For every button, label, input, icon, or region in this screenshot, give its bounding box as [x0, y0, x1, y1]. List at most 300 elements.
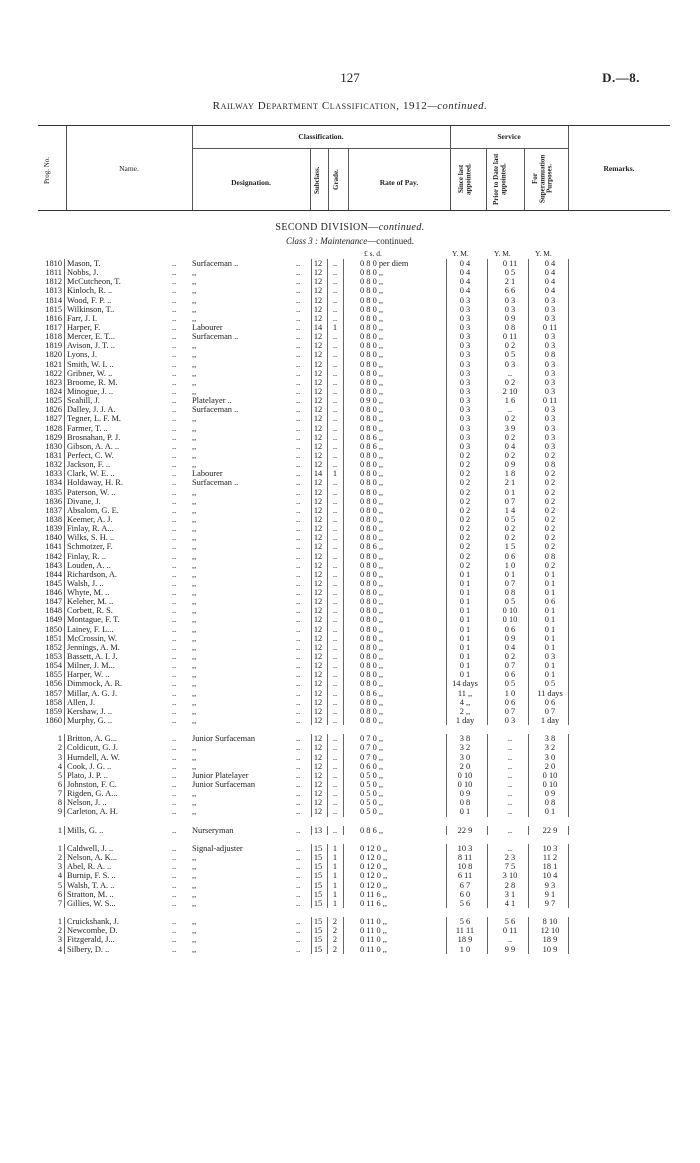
- row-prog-no: 1839: [45, 524, 62, 534]
- column-rule: [64, 743, 65, 752]
- row-leader: ..: [296, 341, 301, 351]
- row-prog-no: 1: [57, 844, 62, 853]
- column-rule: [487, 350, 488, 359]
- column-rule: [487, 286, 488, 295]
- column-rule: [487, 369, 488, 378]
- row-prog-no: 3: [57, 862, 62, 872]
- row-leader: ..: [296, 871, 301, 881]
- row-since-last: 2 ,,: [459, 706, 471, 716]
- column-rule: [64, 506, 65, 515]
- row-subclass: 12: [313, 807, 323, 817]
- row-leader: ..: [172, 615, 177, 625]
- row-grade: ..: [332, 460, 338, 470]
- row-superannuation: 0 1: [544, 624, 556, 634]
- row-designation: ,,: [192, 670, 197, 680]
- row-name: Britton, A. G...: [67, 734, 118, 744]
- column-rule: [343, 424, 344, 433]
- row-since-last: 0 10: [457, 770, 473, 780]
- row-superannuation: 3 8: [544, 734, 556, 744]
- row-prog-no: 1850: [45, 624, 62, 634]
- row-prog-no: 1852: [45, 642, 62, 652]
- row-since-last: 0 1: [459, 652, 471, 662]
- row-name: Fitzgerald, J...: [67, 935, 115, 945]
- column-rule: [343, 679, 344, 688]
- row-since-last: 18 9: [457, 935, 473, 945]
- column-rule: [343, 396, 344, 405]
- row-prior: 0 3: [504, 716, 516, 726]
- row-superannuation: 0 3: [544, 441, 556, 451]
- row-superannuation: 10 4: [542, 871, 558, 881]
- table-row: [0, 305, 700, 314]
- row-prior: 0 6: [504, 670, 516, 680]
- row-superannuation: 0 2: [544, 487, 556, 497]
- column-rule: [343, 743, 344, 752]
- row-prior: 2 8: [504, 880, 516, 890]
- row-name: Broome, R. M.: [67, 377, 118, 387]
- column-rule: [64, 442, 65, 451]
- column-rule: [343, 506, 344, 515]
- row-since-last: 0 3: [459, 386, 471, 396]
- table-row: [0, 506, 700, 515]
- column-rule: [343, 734, 344, 743]
- row-prog-no: 1821: [45, 359, 62, 369]
- row-prior: 0 8: [504, 588, 516, 598]
- column-rule: [64, 871, 65, 880]
- row-rate: 0 11 0 ,,: [360, 935, 387, 945]
- table-row: [0, 881, 700, 890]
- row-prior: ..: [507, 405, 513, 415]
- row-prior: ..: [507, 368, 513, 378]
- row-subclass: 15: [313, 862, 323, 872]
- table-row: [0, 707, 700, 716]
- row-rate: 0 8 0 ,,: [360, 350, 384, 360]
- row-designation: ,,: [192, 368, 197, 378]
- row-leader: ..: [296, 432, 301, 442]
- row-leader: ..: [296, 332, 301, 342]
- table-row: [0, 314, 700, 323]
- row-prior: 3 1: [504, 889, 516, 899]
- row-prog-no: 1840: [45, 533, 62, 543]
- row-subclass: 12: [313, 304, 323, 314]
- row-designation: ,,: [192, 414, 197, 424]
- column-rule: [64, 579, 65, 588]
- row-prog-no: 1822: [45, 368, 62, 378]
- row-grade: ..: [332, 670, 338, 680]
- row-rate: 0 12 0 ,,: [360, 880, 388, 890]
- row-rate: 0 8 0 ,,: [360, 588, 384, 598]
- row-grade: ..: [332, 542, 338, 552]
- column-rule: [64, 899, 65, 908]
- row-since-last: 3 2: [459, 743, 471, 753]
- row-prior: 0 3: [504, 359, 516, 369]
- row-subclass: 12: [313, 743, 323, 753]
- row-leader: ..: [296, 423, 301, 433]
- row-superannuation: 0 4: [544, 268, 556, 278]
- column-rule: [343, 497, 344, 506]
- row-leader: ..: [172, 286, 177, 296]
- row-prior: 0 3: [504, 304, 516, 314]
- row-grade: ..: [332, 697, 338, 707]
- row-rate: 0 8 0 ,,: [360, 450, 384, 460]
- row-subclass: 12: [313, 341, 323, 351]
- row-prior: 0 7: [504, 706, 516, 716]
- table-row: [0, 524, 700, 533]
- row-subclass: 12: [313, 505, 323, 515]
- row-leader: ..: [172, 770, 177, 780]
- row-prior: 0 11: [502, 926, 518, 936]
- column-rule: [343, 661, 344, 670]
- row-since-last: 0 1: [459, 642, 471, 652]
- row-since-last: 0 4: [459, 286, 471, 296]
- row-leader: ..: [296, 286, 301, 296]
- row-prior: ..: [507, 752, 513, 762]
- row-prior: 0 2: [504, 450, 516, 460]
- table-row: [0, 798, 700, 807]
- row-since-last: 0 3: [459, 414, 471, 424]
- row-leader: ..: [172, 862, 177, 872]
- row-prog-no: 3: [57, 752, 62, 762]
- row-rate: 0 8 0 ,,: [360, 478, 384, 488]
- row-grade: ..: [332, 560, 338, 570]
- row-subclass: 12: [313, 761, 323, 771]
- row-grade: ..: [332, 825, 338, 835]
- row-subclass: 13: [313, 825, 323, 835]
- column-rule: [343, 414, 344, 423]
- row-designation: ,,: [192, 304, 197, 314]
- column-rule: [343, 652, 344, 661]
- row-since-last: 0 3: [459, 432, 471, 442]
- row-prior: 0 9: [504, 313, 516, 323]
- row-designation: ,,: [192, 935, 197, 945]
- row-prior: 1 5: [504, 542, 516, 552]
- column-rule: [343, 862, 344, 871]
- row-name: Scahill, J.: [67, 396, 100, 406]
- row-leader: ..: [296, 862, 301, 872]
- row-leader: ..: [296, 377, 301, 387]
- row-superannuation: 0 8: [544, 798, 556, 808]
- row-grade: ..: [332, 295, 338, 305]
- column-rule: [487, 643, 488, 652]
- row-superannuation: 10 9: [542, 944, 558, 954]
- row-prior: 0 7: [504, 578, 516, 588]
- table-row: [0, 935, 700, 944]
- column-rule: [64, 369, 65, 378]
- row-name: Hurndell, A. W.: [67, 752, 120, 762]
- column-rule: [487, 625, 488, 634]
- table-row: [0, 433, 700, 442]
- row-rate: 0 8 0 ,,: [360, 524, 384, 534]
- row-rate: 0 8 6 ,,: [360, 688, 384, 698]
- row-prior: 0 5: [504, 679, 516, 689]
- column-rule: [343, 433, 344, 442]
- table-row: [0, 414, 700, 423]
- row-subclass: 15: [313, 889, 323, 899]
- row-leader: ..: [296, 597, 301, 607]
- page-number: 127: [340, 70, 360, 85]
- row-leader: ..: [296, 386, 301, 396]
- row-name: Dalley, J. J. A.: [67, 405, 116, 415]
- row-rate: 0 8 0 ,,: [360, 322, 384, 332]
- row-leader: ..: [296, 652, 301, 662]
- row-leader: ..: [172, 460, 177, 470]
- row-rate: 0 8 0 ,,: [360, 341, 384, 351]
- row-prior: 4 1: [504, 898, 516, 908]
- row-subclass: 12: [313, 716, 323, 726]
- row-leader: ..: [296, 853, 301, 863]
- row-since-last: 10 3: [457, 844, 473, 853]
- row-leader: ..: [296, 405, 301, 415]
- column-rule: [343, 881, 344, 890]
- row-superannuation: 0 4: [544, 259, 556, 268]
- column-rule: [487, 378, 488, 387]
- row-leader: ..: [172, 670, 177, 680]
- row-grade: ..: [332, 377, 338, 387]
- row-superannuation: 0 3: [544, 313, 556, 323]
- row-superannuation: 0 2: [544, 469, 556, 479]
- row-designation: ,,: [192, 716, 197, 726]
- row-leader: ..: [172, 304, 177, 314]
- column-rule: [487, 881, 488, 890]
- row-leader: ..: [172, 524, 177, 534]
- row-leader: ..: [296, 670, 301, 680]
- row-superannuation: 2 0: [544, 761, 556, 771]
- row-name: Lyons, J.: [67, 350, 98, 360]
- row-leader: ..: [172, 706, 177, 716]
- column-rule: [64, 570, 65, 579]
- column-rule: [487, 488, 488, 497]
- row-prior: ..: [507, 807, 513, 817]
- row-leader: ..: [172, 268, 177, 278]
- row-superannuation: 0 3: [544, 377, 556, 387]
- row-leader: ..: [172, 880, 177, 890]
- row-leader: ..: [172, 898, 177, 908]
- column-rule: [343, 597, 344, 606]
- row-rate: 0 8 0 ,,: [360, 560, 384, 570]
- row-designation: Platelayer ..: [192, 396, 232, 406]
- row-since-last: 5 6: [459, 917, 471, 927]
- row-prior: ..: [507, 844, 513, 853]
- row-superannuation: 0 10: [542, 770, 558, 780]
- column-rule: [487, 743, 488, 752]
- row-superannuation: 0 2: [544, 524, 556, 534]
- column-rule: [343, 387, 344, 396]
- row-since-last: 0 2: [459, 533, 471, 543]
- row-grade: ..: [332, 569, 338, 579]
- row-rate: 0 9 0 ,,: [360, 396, 384, 406]
- row-leader: ..: [296, 716, 301, 726]
- column-rule: [343, 488, 344, 497]
- row-grade: 1: [332, 889, 338, 899]
- row-leader: ..: [172, 798, 177, 808]
- table-row: [0, 515, 700, 524]
- row-grade: ..: [332, 478, 338, 488]
- row-name: McCutcheon, T.: [67, 277, 121, 287]
- row-designation: ,,: [192, 560, 197, 570]
- column-rule: [64, 451, 65, 460]
- row-name: Allen, J.: [67, 697, 96, 707]
- row-superannuation: 0 6: [544, 597, 556, 607]
- row-designation: ,,: [192, 569, 197, 579]
- row-leader: ..: [296, 350, 301, 360]
- column-rule: [487, 716, 488, 725]
- column-rule: [487, 414, 488, 423]
- row-leader: ..: [296, 761, 301, 771]
- column-rule: [64, 844, 65, 853]
- row-leader: ..: [296, 533, 301, 543]
- row-designation: Junior Surfaceman: [192, 780, 256, 790]
- table-row: [0, 689, 700, 698]
- table-row: [0, 926, 700, 935]
- row-rate: 0 11 0 ,,: [360, 926, 387, 936]
- column-rule: [343, 524, 344, 533]
- row-prog-no: 1811: [45, 268, 62, 278]
- row-rate: 0 8 0 ,,: [360, 414, 384, 424]
- column-rule: [487, 396, 488, 405]
- row-leader: ..: [296, 450, 301, 460]
- row-superannuation: 9 7: [544, 898, 556, 908]
- row-subclass: 15: [313, 935, 323, 945]
- row-rate: 0 5 0 ,,: [360, 807, 384, 817]
- table-row: [0, 360, 700, 369]
- row-subclass: 12: [313, 734, 323, 744]
- row-leader: ..: [296, 770, 301, 780]
- row-name: Corbett, R. S.: [67, 606, 113, 616]
- row-rate: 0 8 0 ,,: [360, 514, 384, 524]
- row-since-last: 0 4: [459, 259, 471, 268]
- row-prog-no: 4: [57, 761, 62, 771]
- row-superannuation: 0 1: [544, 588, 556, 598]
- row-prior: 2 1: [504, 277, 516, 287]
- row-since-last: 14 days: [452, 679, 478, 689]
- column-rule: [64, 762, 65, 771]
- row-name: Cook, J. G. ..: [67, 761, 112, 771]
- row-superannuation: 0 3: [544, 652, 556, 662]
- column-rule: [487, 341, 488, 350]
- column-rule: [343, 762, 344, 771]
- table-row: [0, 789, 700, 798]
- row-prog-no: 3: [57, 935, 62, 945]
- row-leader: ..: [172, 350, 177, 360]
- row-leader: ..: [172, 569, 177, 579]
- table-row: [0, 469, 700, 478]
- row-grade: ..: [332, 450, 338, 460]
- row-name: Millar, A. G. J.: [67, 688, 118, 698]
- row-rate: 0 8 0 ,,: [360, 487, 384, 497]
- row-leader: ..: [296, 359, 301, 369]
- row-leader: ..: [172, 359, 177, 369]
- class-heading: [0, 236, 700, 246]
- row-superannuation: 0 3: [544, 359, 556, 369]
- row-subclass: 15: [313, 880, 323, 890]
- row-grade: ..: [332, 597, 338, 607]
- column-rule: [343, 689, 344, 698]
- row-prog-no: 1849: [45, 615, 62, 625]
- row-superannuation: 3 2: [544, 743, 556, 753]
- column-rule: [343, 341, 344, 350]
- row-since-last: 0 3: [459, 396, 471, 406]
- row-since-last: 0 4: [459, 268, 471, 278]
- column-rule: [487, 935, 488, 944]
- column-rule: [343, 606, 344, 615]
- row-superannuation: 10 3: [542, 844, 558, 853]
- row-prog-no: 1826: [45, 405, 62, 415]
- column-rule: [343, 305, 344, 314]
- column-rule: [487, 314, 488, 323]
- row-grade: 1: [332, 898, 338, 908]
- row-leader: ..: [172, 450, 177, 460]
- row-name: Walsh, J. ..: [67, 578, 104, 588]
- row-superannuation: 18 1: [542, 862, 558, 872]
- row-grade: ..: [332, 606, 338, 616]
- row-subclass: 12: [313, 350, 323, 360]
- row-leader: ..: [172, 432, 177, 442]
- row-name: Rigden, G. A...: [67, 789, 118, 799]
- row-designation: ,,: [192, 268, 197, 278]
- row-leader: ..: [172, 478, 177, 488]
- column-rule: [64, 488, 65, 497]
- column-rule: [343, 405, 344, 414]
- table-row: [0, 451, 700, 460]
- row-prog-no: 1853: [45, 652, 62, 662]
- column-rule: [64, 259, 65, 268]
- row-subclass: 12: [313, 633, 323, 643]
- row-rate: 0 8 0 ,,: [360, 606, 384, 616]
- column-rule: [343, 935, 344, 944]
- row-grade: 1: [332, 871, 338, 881]
- row-prior: 0 2: [504, 524, 516, 534]
- row-leader: ..: [172, 313, 177, 323]
- row-superannuation: 0 8: [544, 551, 556, 561]
- row-designation: ,,: [192, 597, 197, 607]
- row-grade: 1: [332, 853, 338, 863]
- row-since-last: 0 3: [459, 304, 471, 314]
- row-leader: ..: [296, 569, 301, 579]
- column-rule: [343, 789, 344, 798]
- column-rule: [487, 259, 488, 268]
- column-rule: [487, 606, 488, 615]
- row-subclass: 12: [313, 432, 323, 442]
- row-leader: ..: [172, 469, 177, 479]
- row-leader: ..: [296, 688, 301, 698]
- column-rule: [64, 798, 65, 807]
- row-prior: 0 2: [504, 341, 516, 351]
- row-prog-no: 4: [57, 944, 62, 954]
- row-prog-no: 1830: [45, 441, 62, 451]
- row-leader: ..: [296, 560, 301, 570]
- row-leader: ..: [172, 322, 177, 332]
- table-row: [0, 396, 700, 405]
- row-designation: ,,: [192, 423, 197, 433]
- row-prog-no: 1857: [45, 688, 62, 698]
- row-prog-no: 1834: [45, 478, 62, 488]
- row-subclass: 12: [313, 313, 323, 323]
- row-since-last: 11 ,,: [457, 688, 473, 698]
- column-rule: [64, 780, 65, 789]
- row-grade: ..: [332, 716, 338, 726]
- row-name: Harper, F.: [67, 322, 101, 332]
- row-grade: ..: [332, 679, 338, 689]
- row-since-last: 0 1: [459, 597, 471, 607]
- column-rule: [64, 753, 65, 762]
- column-rule: [64, 789, 65, 798]
- column-rule: [487, 323, 488, 332]
- column-rule: [487, 871, 488, 880]
- column-rule: [487, 268, 488, 277]
- column-rule: [64, 615, 65, 624]
- row-name: Avison, J. T. ..: [67, 341, 115, 351]
- row-prior: 3 10: [502, 871, 518, 881]
- row-name: Nelson, A. K...: [67, 853, 118, 863]
